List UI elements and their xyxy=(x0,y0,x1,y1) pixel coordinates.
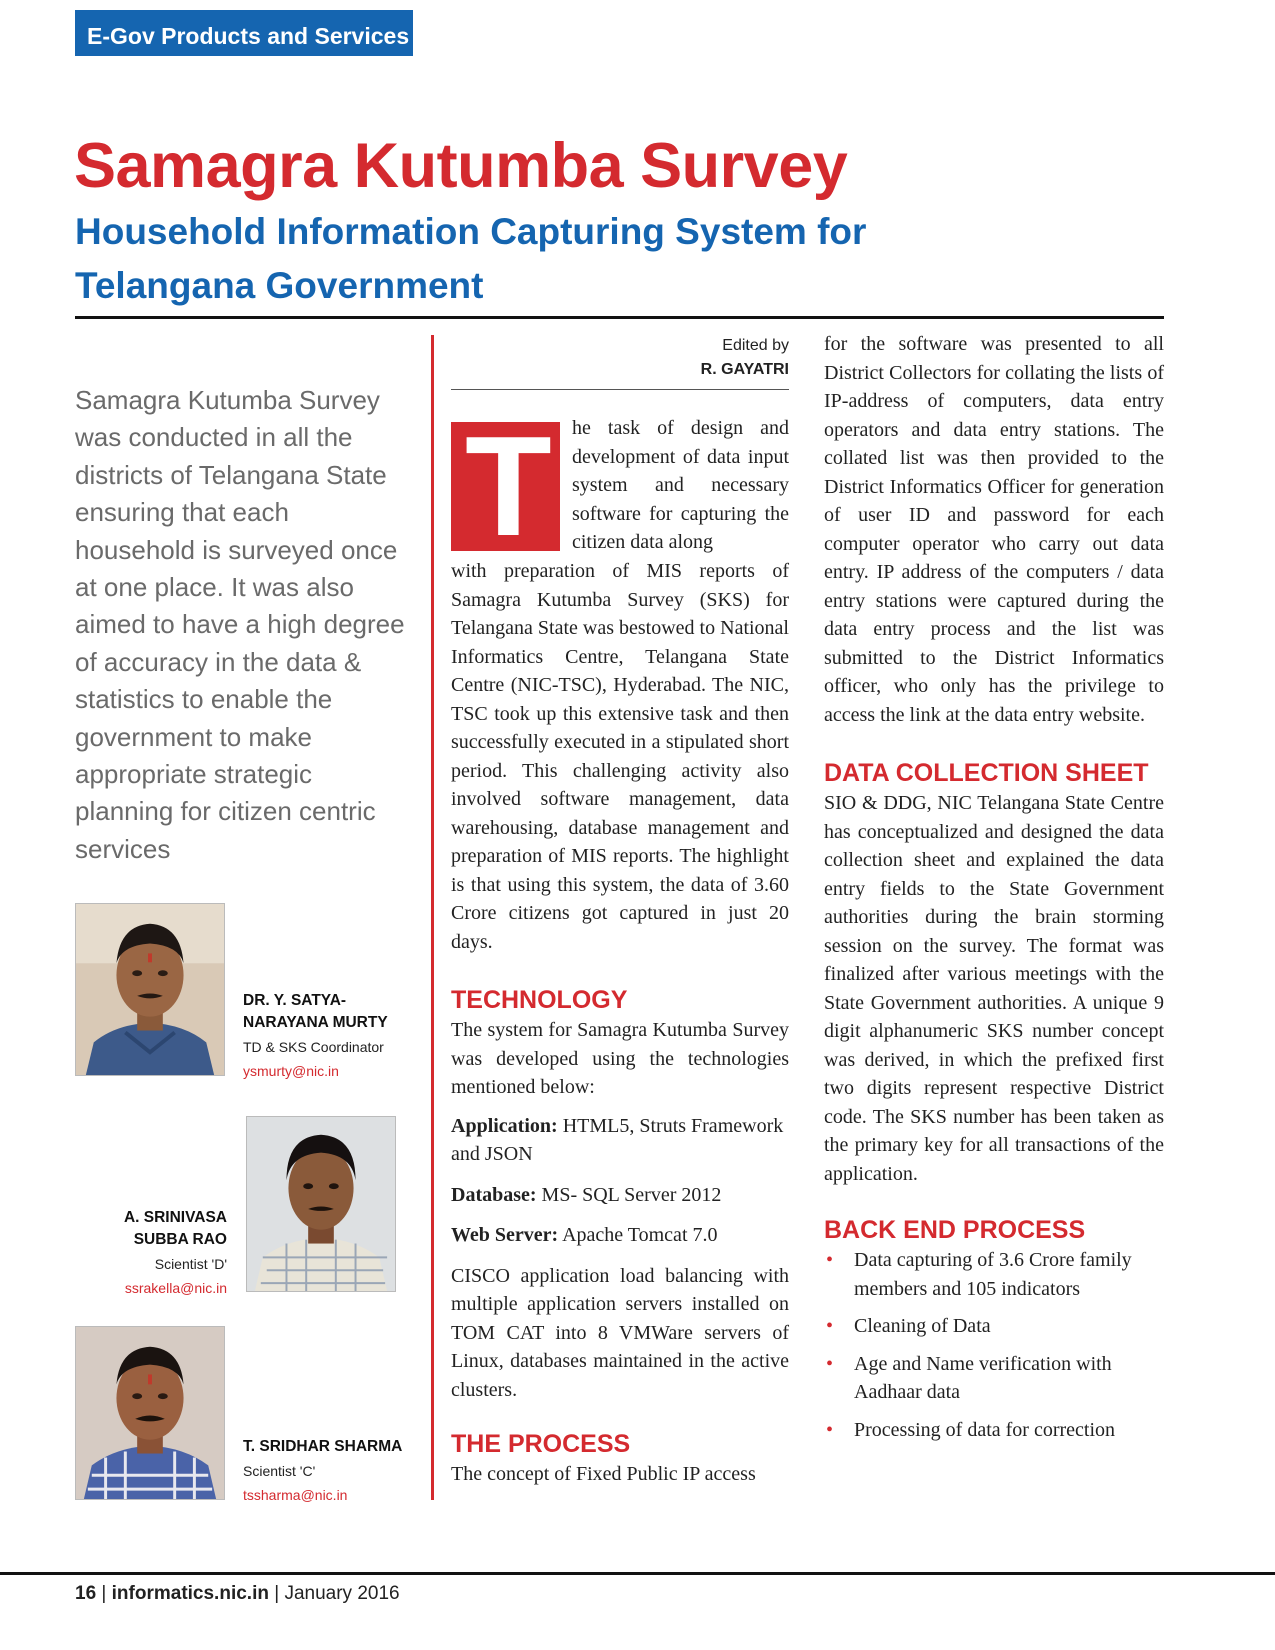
author-sharma xyxy=(243,1436,423,1506)
process-heading: THE PROCESS xyxy=(451,1430,631,1458)
technology-heading: TECHNOLOGY xyxy=(451,986,628,1014)
footer-divider xyxy=(0,1572,1275,1575)
author-murty xyxy=(243,990,413,1082)
list-item: • Processing of data for correction xyxy=(824,1416,1164,1445)
author-photo-murty xyxy=(75,903,225,1076)
technology-list xyxy=(451,1112,789,1250)
column-two xyxy=(451,557,789,1489)
footer-separator: | xyxy=(101,1583,107,1604)
footer-separator: | xyxy=(274,1583,280,1604)
column-divider xyxy=(431,335,434,1500)
data-collection-text: SIO & DDG, NIC Telangana State Centre has conceptualized and designed the data collection sheet and explained the data entry fields to the State Government authorities during the brain storming session on the survey. The format was finalized after various meetings with the State Government authorities. A unique 9 digit alphanumeric SKS number concept was derived, in which the prefixed first two digits represent respective District code. The SKS number has been taken as the primary key for all transactions of the application. xyxy=(824,792,1164,1185)
tech-label: Web Server: xyxy=(451,1224,559,1246)
author-rao xyxy=(85,1207,227,1299)
author-email[interactable]: ssrakella@nic.in xyxy=(124,1280,227,1296)
section-tag: E-Gov Products and Services xyxy=(75,10,413,56)
author-email[interactable]: ysmurty@nic.in xyxy=(243,1063,339,1079)
author-name: T. SRIDHAR SHARMA xyxy=(243,1438,403,1455)
list-item: • Cleaning of Data xyxy=(824,1312,1164,1341)
list-item: • Data capturing of 3.6 Crore family members and 105 indicators xyxy=(824,1246,1164,1303)
list-item: • Age and Name verification with Aadhaar data xyxy=(824,1350,1164,1407)
title-divider xyxy=(75,316,1164,319)
back-end-list xyxy=(824,1246,1164,1444)
tech-item xyxy=(451,1181,789,1210)
body-intro-b: with preparation of MIS reports of Samagra Kutumba Survey (SKS) for Telangana State was bestowed to National Informatics Centre, Telangana State Centre (NIC-TSC), Hyderabad. The NIC, TSC took up this extensive task and then successfully executed in a stipulated short period. This challenging activity also involved software management, data warehousing, database management and preparation of MIS reports. The highlight is that using this system, the data of 3.60 Crore citizens got captured in just 20 days. xyxy=(451,560,789,953)
author-role: Scientist 'C' xyxy=(243,1463,316,1479)
body-intro-a: he task of design and development of data input system and necessary software for capturing the citizen data along xyxy=(572,417,789,553)
intro-pullquote: Samagra Kutumba Survey was conducted in all the districts of Telangana State ensuring that each household is surveyed once at one place. It was also aimed to have a high degree of accuracy in the data & statistics to enable the government to make appropriate strategic planning for citizen centric services xyxy=(75,385,405,864)
tech-item xyxy=(451,1112,789,1169)
article-subtitle: Household Information Capturing System for Telangana Government xyxy=(75,211,867,306)
tech-value: Apache Tomcat 7.0 xyxy=(562,1224,718,1246)
tech-label: Application: xyxy=(451,1114,558,1137)
author-role: TD & SKS Coordinator xyxy=(243,1039,384,1055)
article-title: Samagra Kutumba Survey xyxy=(74,131,848,201)
tech-label: Database: xyxy=(451,1183,537,1206)
editor-label: Edited by xyxy=(722,337,789,354)
tech-value: HTML5, Struts Framework and JSON xyxy=(451,1114,784,1165)
drop-cap-letter: T xyxy=(465,407,552,566)
author-role: Scientist 'D' xyxy=(154,1256,227,1272)
tech-item xyxy=(451,1221,789,1250)
editor-divider xyxy=(451,389,789,390)
author-photo-rao xyxy=(246,1116,396,1292)
back-end-heading: BACK END PROCESS xyxy=(824,1216,1086,1244)
author-name: A. SRINIVASA SUBBA RAO xyxy=(123,1209,227,1248)
editor-credit xyxy=(560,334,789,382)
footer-date: January 2016 xyxy=(284,1583,400,1604)
author-photo-sharma xyxy=(75,1326,225,1500)
drop-cap xyxy=(451,407,560,566)
process-text-cont: for the software was presented to all District Collectors for collating the lists of IP-address of computers, data entry operators and data entry stations. The collated list was then provided to the District Informatics Officer for generation of user ID and password for each computer operator who carry out data entry. IP address of the computers / data entry stations were captured during the data entry process and the list was submitted to the District Informatics officer, who only has the privilege to access the link at the data entry website. xyxy=(824,333,1164,726)
process-text-start: The concept of Fixed Public IP access xyxy=(451,1463,756,1485)
column-three xyxy=(824,330,1164,1453)
technology-closing: CISCO application load balancing with multiple application servers installed on TOM CAT into 8 VMWare servers of Linux, databases maintained in the active clusters. xyxy=(451,1264,789,1401)
page-number: 16 xyxy=(75,1583,97,1604)
editor-name: R. GAYATRI xyxy=(700,361,789,378)
author-name: DR. Y. SATYA-NARAYANA MURTY xyxy=(243,992,388,1031)
author-email[interactable]: tssharma@nic.in xyxy=(243,1487,348,1503)
tech-value: MS- SQL Server 2012 xyxy=(541,1183,722,1206)
technology-intro: The system for Samagra Kutumba Survey was developed using the technologies mentioned below: xyxy=(451,1019,789,1098)
footer-site[interactable]: informatics.nic.in xyxy=(111,1583,269,1604)
page-footer xyxy=(75,1581,400,1607)
data-collection-heading: DATA COLLECTION SHEET xyxy=(824,759,1149,787)
